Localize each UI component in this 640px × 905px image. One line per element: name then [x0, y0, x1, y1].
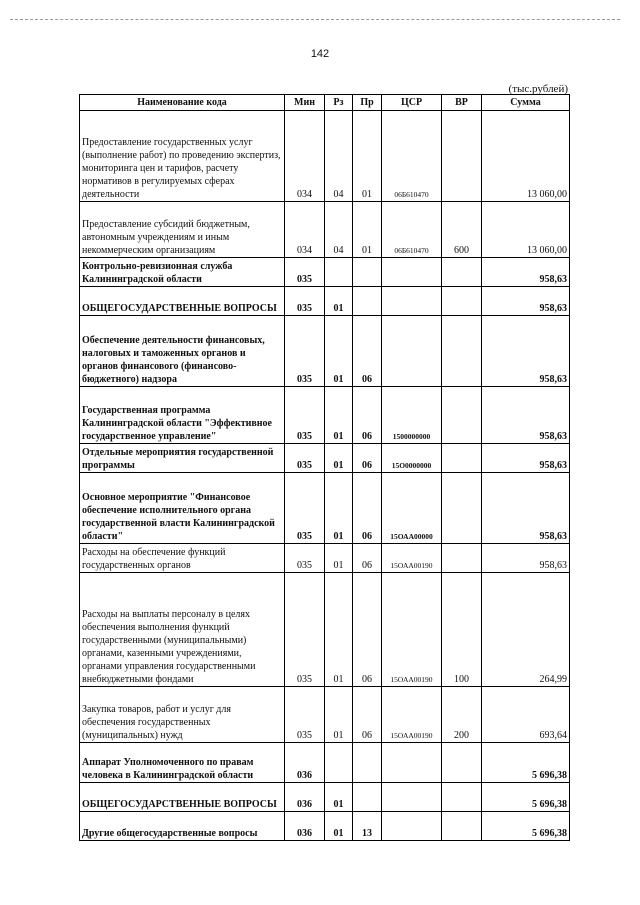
row-name-cell: Контрольно-ревизионная служба Калининградской области — [80, 258, 285, 287]
table-row — [80, 743, 570, 783]
row-pr-cell: 06 — [353, 316, 382, 387]
row-csr-cell: 15ОАА00190 — [382, 573, 442, 687]
row-pr-cell: 13 — [353, 812, 382, 841]
row-min-cell: 035 — [285, 473, 325, 544]
row-sum-cell: 5 696,38 — [482, 743, 570, 783]
row-pr-cell: 06 — [353, 573, 382, 687]
row-pr-cell — [353, 258, 382, 287]
row-name-cell: Расходы на обеспечение функций государственных органов — [80, 544, 285, 573]
row-min-cell: 035 — [285, 287, 325, 316]
row-pr-cell — [353, 287, 382, 316]
row-rz-cell: 04 — [325, 111, 353, 202]
row-rz-cell: 01 — [325, 812, 353, 841]
row-vr-cell — [442, 258, 482, 287]
row-rz-cell: 01 — [325, 687, 353, 743]
row-vr-cell — [442, 287, 482, 316]
top-rule — [10, 19, 620, 20]
row-vr-cell — [442, 444, 482, 473]
table-row — [80, 202, 570, 258]
row-sum-cell: 958,63 — [482, 387, 570, 444]
row-vr-cell — [442, 783, 482, 812]
row-csr-cell — [382, 743, 442, 783]
row-min-cell: 035 — [285, 258, 325, 287]
row-sum-cell: 958,63 — [482, 316, 570, 387]
row-csr-cell: 1500000000 — [382, 387, 442, 444]
table-row — [80, 783, 570, 812]
row-min-cell: 035 — [285, 544, 325, 573]
row-vr-cell — [442, 812, 482, 841]
row-vr-cell: 200 — [442, 687, 482, 743]
row-pr-cell: 06 — [353, 387, 382, 444]
row-pr-cell: 01 — [353, 111, 382, 202]
row-rz-cell — [325, 258, 353, 287]
row-name-cell: ОБЩЕГОСУДАРСТВЕННЫЕ ВОПРОСЫ — [80, 287, 285, 316]
row-vr-cell — [442, 316, 482, 387]
table-header — [80, 95, 570, 111]
row-sum-cell: 958,63 — [482, 444, 570, 473]
row-vr-cell — [442, 544, 482, 573]
table-row — [80, 544, 570, 573]
table-body — [80, 111, 570, 841]
row-sum-cell: 693,64 — [482, 687, 570, 743]
table-row — [80, 387, 570, 444]
col-name-header: Наименование кода — [80, 95, 285, 111]
row-csr-cell: 06Б610470 — [382, 202, 442, 258]
row-rz-cell — [325, 743, 353, 783]
row-rz-cell: 01 — [325, 783, 353, 812]
row-name-cell: Предоставление государственных услуг (выполнение работ) по проведению экспертиз, мониторинга цен и тарифов, расчету нормативов в регулируемых сферах деятельности — [80, 111, 285, 202]
table-row — [80, 687, 570, 743]
table-row — [80, 473, 570, 544]
row-pr-cell: 06 — [353, 544, 382, 573]
row-min-cell: 034 — [285, 111, 325, 202]
row-rz-cell: 01 — [325, 573, 353, 687]
row-sum-cell: 958,63 — [482, 544, 570, 573]
row-pr-cell: 06 — [353, 444, 382, 473]
row-csr-cell: 15ОАА00000 — [382, 473, 442, 544]
units-label: (тыс.рублей) — [508, 83, 568, 95]
row-pr-cell: 06 — [353, 473, 382, 544]
budget-table — [79, 94, 570, 841]
row-csr-cell: 15О0000000 — [382, 444, 442, 473]
row-csr-cell — [382, 783, 442, 812]
row-min-cell: 036 — [285, 783, 325, 812]
row-csr-cell — [382, 316, 442, 387]
table-row — [80, 258, 570, 287]
page-number: 142 — [310, 48, 330, 60]
row-name-cell: Основное мероприятие "Финансовое обеспечение исполнительного органа государственной власти Калининградской области" — [80, 473, 285, 544]
row-rz-cell: 01 — [325, 287, 353, 316]
row-rz-cell: 04 — [325, 202, 353, 258]
table-row — [80, 316, 570, 387]
row-min-cell: 035 — [285, 687, 325, 743]
row-name-cell: ОБЩЕГОСУДАРСТВЕННЫЕ ВОПРОСЫ — [80, 783, 285, 812]
row-sum-cell: 5 696,38 — [482, 783, 570, 812]
row-pr-cell — [353, 743, 382, 783]
table-row — [80, 444, 570, 473]
row-name-cell: Другие общегосударственные вопросы — [80, 812, 285, 841]
row-min-cell: 035 — [285, 573, 325, 687]
row-rz-cell: 01 — [325, 473, 353, 544]
row-min-cell: 036 — [285, 743, 325, 783]
row-sum-cell: 958,63 — [482, 473, 570, 544]
row-name-cell: Закупка товаров, работ и услуг для обеспечения государственных (муниципальных) нужд — [80, 687, 285, 743]
row-min-cell: 035 — [285, 387, 325, 444]
row-rz-cell: 01 — [325, 387, 353, 444]
row-vr-cell: 100 — [442, 573, 482, 687]
table-row — [80, 111, 570, 202]
row-min-cell: 034 — [285, 202, 325, 258]
row-csr-cell — [382, 258, 442, 287]
col-rz-header: Рз — [325, 95, 353, 111]
row-sum-cell: 13 060,00 — [482, 202, 570, 258]
row-pr-cell: 06 — [353, 687, 382, 743]
row-csr-cell — [382, 287, 442, 316]
row-vr-cell: 600 — [442, 202, 482, 258]
col-pr-header: Пр — [353, 95, 382, 111]
row-sum-cell: 5 696,38 — [482, 812, 570, 841]
col-csr-header: ЦСР — [382, 95, 442, 111]
row-csr-cell — [382, 812, 442, 841]
table-row — [80, 573, 570, 687]
col-vr-header: ВР — [442, 95, 482, 111]
row-csr-cell: 06Б610470 — [382, 111, 442, 202]
row-csr-cell: 15ОАА00190 — [382, 544, 442, 573]
row-vr-cell — [442, 387, 482, 444]
row-sum-cell: 958,63 — [482, 287, 570, 316]
row-name-cell: Предоставление субсидий бюджетным, автономным учреждениям и иным некоммерческим организациям — [80, 202, 285, 258]
row-vr-cell — [442, 473, 482, 544]
row-name-cell: Расходы на выплаты персоналу в целях обеспечения выполнения функций государственными (муниципальными) органами, казенными учреждениями, органами управления государственными внебюджетными фондами — [80, 573, 285, 687]
row-sum-cell: 958,63 — [482, 258, 570, 287]
table-row — [80, 812, 570, 841]
row-rz-cell: 01 — [325, 444, 353, 473]
row-pr-cell — [353, 783, 382, 812]
row-vr-cell — [442, 743, 482, 783]
row-pr-cell: 01 — [353, 202, 382, 258]
row-min-cell: 035 — [285, 444, 325, 473]
row-sum-cell: 13 060,00 — [482, 111, 570, 202]
row-name-cell: Аппарат Уполномоченного по правам человека в Калининградской области — [80, 743, 285, 783]
col-sum-header: Сумма — [482, 95, 570, 111]
table-row — [80, 287, 570, 316]
row-rz-cell: 01 — [325, 316, 353, 387]
col-min-header: Мин — [285, 95, 325, 111]
row-csr-cell: 15ОАА00190 — [382, 687, 442, 743]
row-sum-cell: 264,99 — [482, 573, 570, 687]
row-rz-cell: 01 — [325, 544, 353, 573]
row-name-cell: Государственная программа Калининградской области "Эффективное государственное управление" — [80, 387, 285, 444]
row-vr-cell — [442, 111, 482, 202]
row-name-cell: Обеспечение деятельности финансовых, налоговых и таможенных органов и органов финансового (финансово-бюджетного) надзора — [80, 316, 285, 387]
row-min-cell: 036 — [285, 812, 325, 841]
row-name-cell: Отдельные мероприятия государственной программы — [80, 444, 285, 473]
row-min-cell: 035 — [285, 316, 325, 387]
